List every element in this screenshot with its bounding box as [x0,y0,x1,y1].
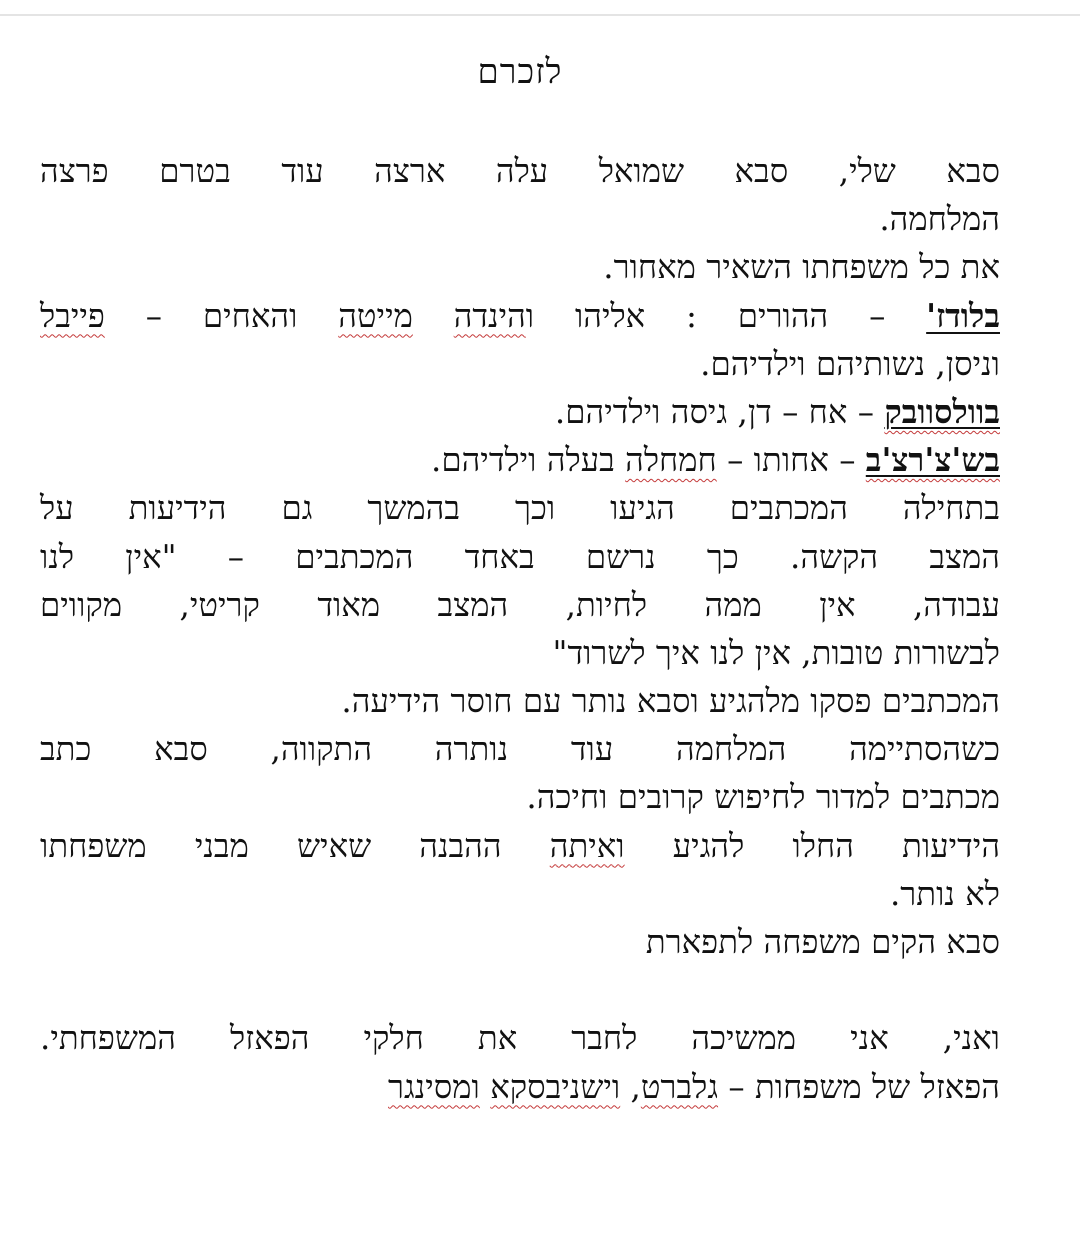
text-line: בתחילה המכתבים הגיעו וכך בהמשך גם הידיעות על [40,489,1000,528]
text-line: לבשורות טובות, אין לנו איך לשרוד" [552,633,1000,672]
szczercow-line [40,436,1000,484]
text-line: לא נותר. [889,874,1000,913]
place-wolsowek-text: בוולסוובק [884,391,1000,431]
szczercow-text: – אחותו – [716,441,866,480]
news-text: הידיעות החלו להגיע [624,826,1001,865]
puzzle-sep: , [620,1067,641,1106]
place-wolsowek [884,392,1000,431]
text-line: עבודה, אין ממה לחיות, המצב מאוד קריטי, מקווים [40,585,1000,624]
text-line: המצב הקשה. כך נרשם באחד המכתבים – "אין לנו [40,537,1000,576]
name-feivel: פייבל [40,296,105,335]
document-title: לזכרם [477,52,563,92]
puzzle-space [480,1068,490,1106]
lodz-line [40,292,1000,340]
text-line: סבא הקים משפחה לתפארת [645,923,1000,961]
wolsowek-line [40,388,1000,436]
blank-line [40,966,1000,1014]
puzzle-text: הפאזל של משפחות – [718,1067,1000,1106]
news-line [40,822,1000,870]
place-szczercow [866,440,1000,479]
lodz-text-2: והאחים – [104,296,339,335]
place-lodz: בלודז' [926,295,1000,335]
szczercow-text-2: בעלה וילדיהם. [431,441,626,480]
word-veita: ואיתה [549,826,625,865]
document-page [40,0,1000,1256]
puzzle-line [40,1063,1000,1111]
text-line: המלחמה. [879,200,1000,239]
name-wiszniewska: וישניבסקא [490,1067,621,1106]
document-body [40,147,1000,1111]
text-line: כשהסתיימה המלחמה עוד נותרה התקווה, סבא כתב [40,730,1000,769]
space [413,297,454,335]
text-line: סבא שלי, סבא שמואל עלה ארצה עוד בטרם פרצה [40,152,1000,190]
text-line: ואני, אני ממשיכה לחבר את חלקי הפאזל המשפחתי. [40,1019,1000,1058]
text-line: את כל משפחתו השאיר מאחור. [603,248,1000,287]
lodz-text: – ההורים : אליהו ו [525,296,927,335]
place-szczercow-text: בש'צ'רצ'ב [865,440,1000,480]
name-gelbert: גלברט [640,1067,719,1106]
text-line: המכתבים פסקו מלהגיע וסבא נותר עם חוסר הידיעה. [341,682,1000,721]
news-text-2: ההבנה שאיש מבני משפחתו [40,826,550,865]
name-hinda: הינדה [453,296,526,335]
name-singer: ומסינגר [388,1067,480,1106]
wolsowek-text: – אח – דן, גיסה וילדיהם. [554,392,885,431]
name-chamchala: חמחלה [625,441,717,480]
text-line: מכתבים למדור לחיפוש קרובים וחיכה. [526,778,1000,817]
name-meita: מייטה [338,296,413,335]
text-line: וניסן, נשותיהם וילדיהם. [700,344,1000,383]
